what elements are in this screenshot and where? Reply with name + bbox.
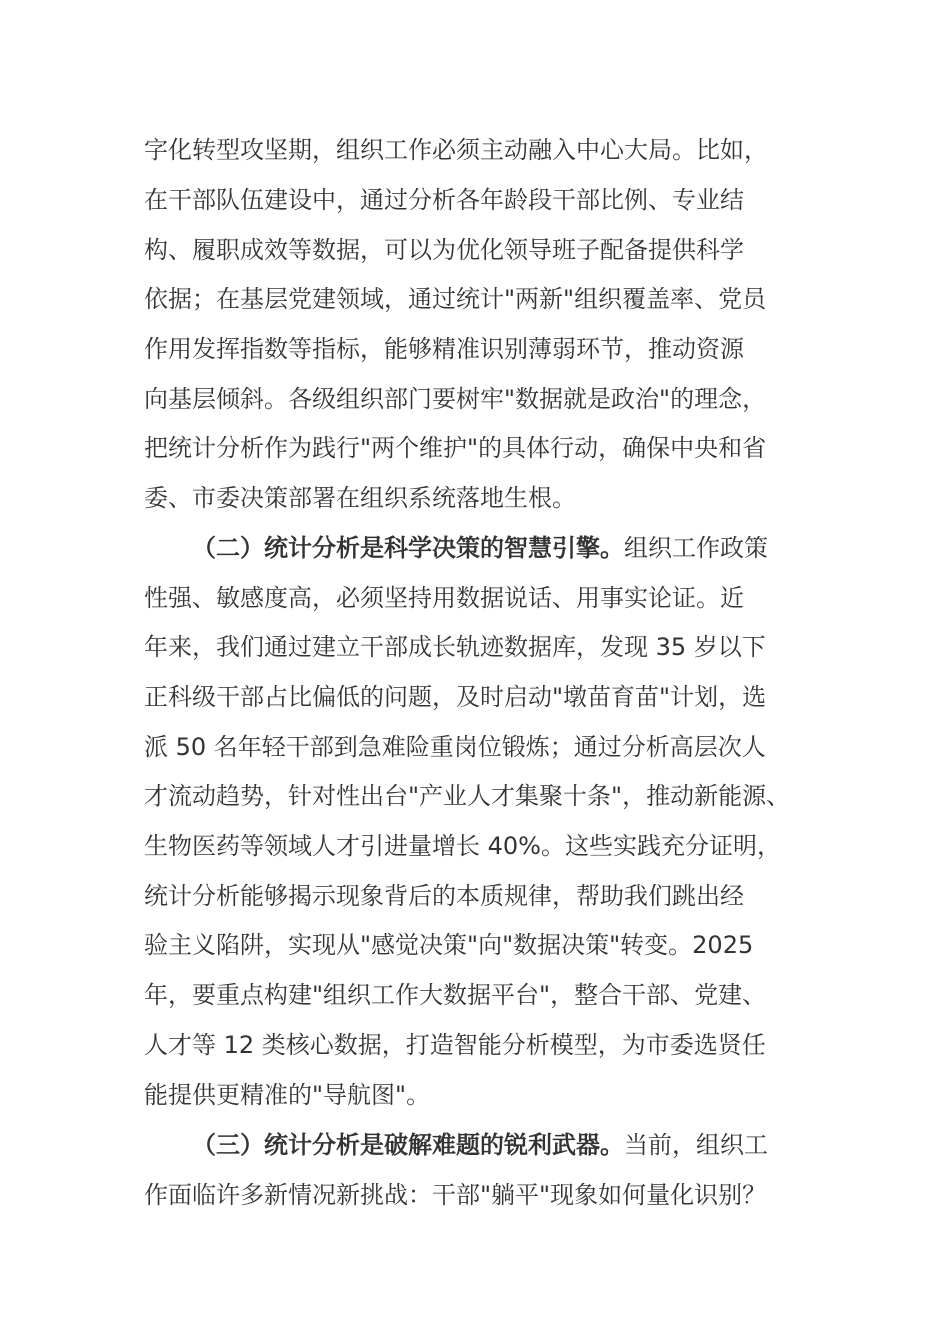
text-line: 年来，我们通过建立干部成长轨迹数据库，发现 35 岁以下 bbox=[144, 633, 766, 661]
text-line: 向基层倾斜。各级组织部门要树牢"数据就是政治"的理念， bbox=[144, 385, 767, 413]
text-line: 生物医药等领域人才引进量增长 40%。这些实践充分证明， bbox=[144, 832, 781, 860]
text-line: 能提供更精准的"导航图"。 bbox=[144, 1081, 431, 1109]
text-line: 正科级干部占比偏低的问题，及时启动"墩苗育苗"计划，选 bbox=[144, 683, 767, 711]
section-3-first-line bbox=[192, 1130, 768, 1160]
text-line: 统计分析能够揭示现象背后的本质规律，帮助我们跳出经 bbox=[144, 882, 744, 910]
section-2-first-line bbox=[192, 533, 768, 563]
text-line: 构、履职成效等数据，可以为优化领导班子配备提供科学 bbox=[144, 236, 744, 264]
text-line: 字化转型攻坚期，组织工作必须主动融入中心大局。比如， bbox=[144, 136, 768, 164]
section-3-heading: （三）统计分析是破解难题的锐利武器。 bbox=[192, 1131, 624, 1159]
section-2-lead-text: 组织工作政策 bbox=[624, 534, 768, 562]
text-line: 年，要重点构建"组织工作大数据平台"，整合干部、党建、 bbox=[144, 981, 767, 1009]
text-line: 把统计分析作为践行"两个维护"的具体行动，确保中央和省 bbox=[144, 434, 767, 462]
section-2-heading: （二）统计分析是科学决策的智慧引擎。 bbox=[192, 534, 624, 562]
text-line: 在干部队伍建设中，通过分析各年龄段干部比例、专业结 bbox=[144, 186, 744, 214]
text-line: 依据；在基层党建领域，通过统计"两新"组织覆盖率、党员 bbox=[144, 285, 767, 313]
text-line: 作面临许多新情况新挑战：干部"躺平"现象如何量化识别？ bbox=[144, 1181, 767, 1209]
text-line: 派 50 名年轻干部到急难险重岗位锻炼；通过分析高层次人 bbox=[144, 733, 766, 761]
text-line: 委、市委决策部署在组织系统落地生根。 bbox=[144, 484, 576, 512]
text-line: 性强、敏感度高，必须坚持用数据说话、用事实论证。近 bbox=[144, 584, 744, 612]
text-line: 验主义陷阱，实现从"感觉决策"向"数据决策"转变。2025 bbox=[144, 931, 754, 959]
text-line: 才流动趋势，针对性出台"产业人才集聚十条"，推动新能源、 bbox=[144, 782, 791, 810]
section-3-lead-text: 当前，组织工 bbox=[624, 1131, 768, 1159]
text-line: 作用发挥指数等指标，能够精准识别薄弱环节，推动资源 bbox=[144, 335, 744, 363]
text-line: 人才等 12 类核心数据，打造智能分析模型，为市委选贤任 bbox=[144, 1031, 766, 1059]
